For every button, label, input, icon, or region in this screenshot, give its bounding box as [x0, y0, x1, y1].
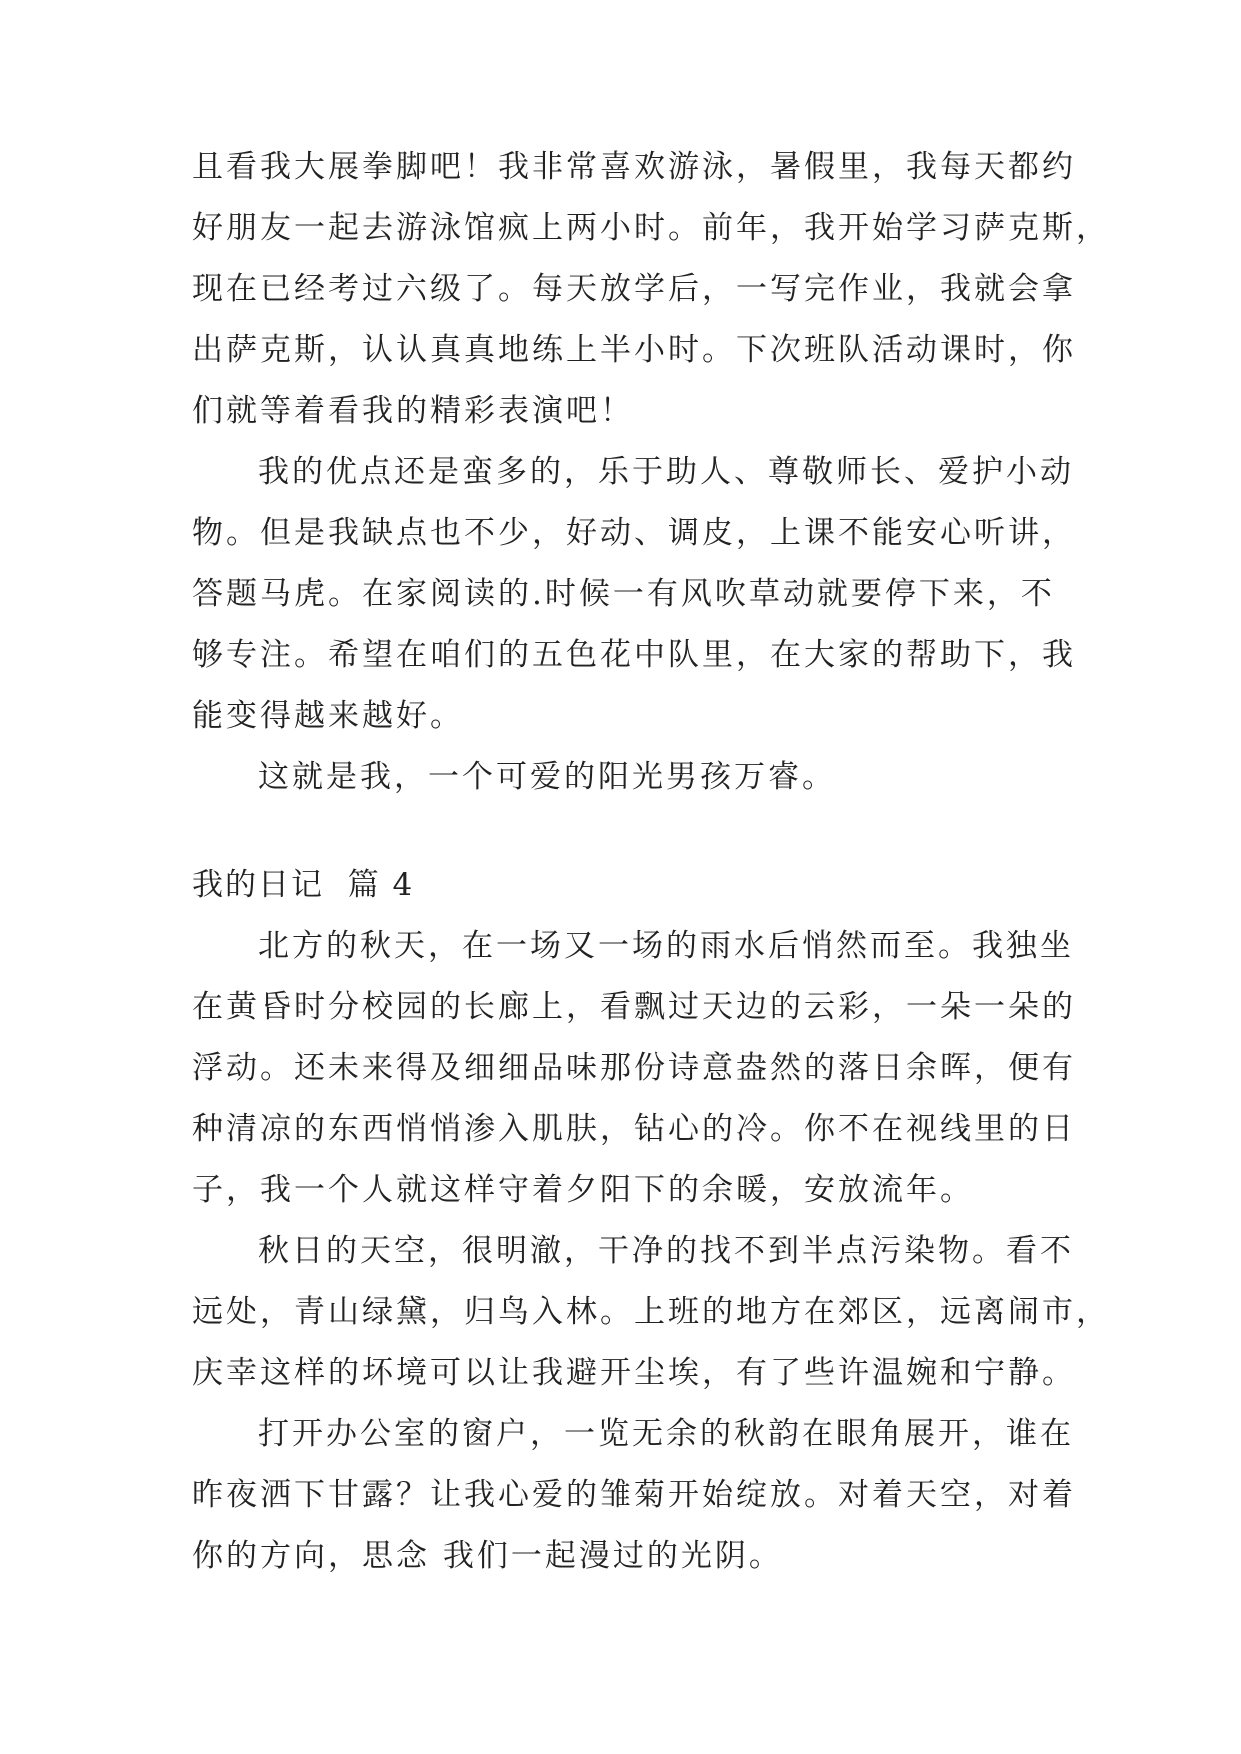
text-line: 出萨克斯，认认真真地练上半小时。下次班队活动课时，你 [192, 332, 1076, 368]
paragraph [192, 1404, 1076, 1587]
essay-section-continued [192, 137, 1110, 808]
paragraph [192, 1221, 1110, 1404]
text-line: 浮动。还未来得及细细品味那份诗意盎然的落日余晖，便有 [192, 1050, 1076, 1086]
text-line: 子，我一个人就这样守着夕阳下的余暖，安放流年。 [192, 1172, 974, 1208]
diary-section [192, 855, 1110, 1587]
text-line: 们就等着看我的精彩表演吧！ [192, 393, 634, 429]
text-line: 答题马虎。在家阅读的.时候一有风吹草动就要停下来，不 [192, 576, 1055, 612]
text-line: 这就是我，一个可爱的阳光男孩万睿。 [258, 759, 836, 795]
text-line: 我的优点还是蛮多的，乐于助人、尊敬师长、爱护小动 [258, 454, 1074, 490]
text-line: 昨夜洒下甘露？让我心爱的雏菊开始绽放。对着天空，对着 [192, 1477, 1076, 1513]
text-line: 打开办公室的窗户，一览无余的秋韵在眼角展开，谁在 [258, 1416, 1074, 1452]
paragraph [192, 137, 1110, 442]
text-line: 远处，青山绿黛，归鸟入林。上班的地方在郊区，远离闹市， [192, 1294, 1110, 1330]
section-heading: 我的日记 篇 4 [192, 867, 415, 903]
text-line: 庆幸这样的坏境可以让我避开尘埃，有了些许温婉和宁静。 [192, 1355, 1076, 1391]
text-line: 种清凉的东西悄悄渗入肌肤，钻心的冷。你不在视线里的日 [192, 1111, 1076, 1147]
text-line: 你的方向，思念 我们一起漫过的光阴。 [192, 1538, 783, 1574]
paragraph [192, 747, 1072, 808]
text-line: 现在已经考过六级了。每天放学后，一写完作业，我就会拿 [192, 271, 1076, 307]
text-line: 北方的秋天，在一场又一场的雨水后悄然而至。我独坐 [258, 928, 1074, 964]
text-line: 在黄昏时分校园的长廊上，看飘过天边的云彩，一朵一朵的 [192, 989, 1076, 1025]
paragraph [192, 442, 1076, 747]
text-line: 能变得越来越好。 [192, 698, 464, 734]
text-line: 物。但是我缺点也不少，好动、调皮，上课不能安心听讲， [192, 515, 1076, 551]
text-line: 且看我大展拳脚吧！我非常喜欢游泳，暑假里，我每天都约 [192, 149, 1076, 185]
text-line: 秋日的天空，很明澈，干净的找不到半点污染物。看不 [258, 1233, 1074, 1269]
text-line: 好朋友一起去游泳馆疯上两小时。前年，我开始学习萨克斯， [192, 210, 1110, 246]
text-line: 够专注。希望在咱们的五色花中队里，在大家的帮助下，我 [192, 637, 1076, 673]
paragraph [192, 916, 1076, 1221]
